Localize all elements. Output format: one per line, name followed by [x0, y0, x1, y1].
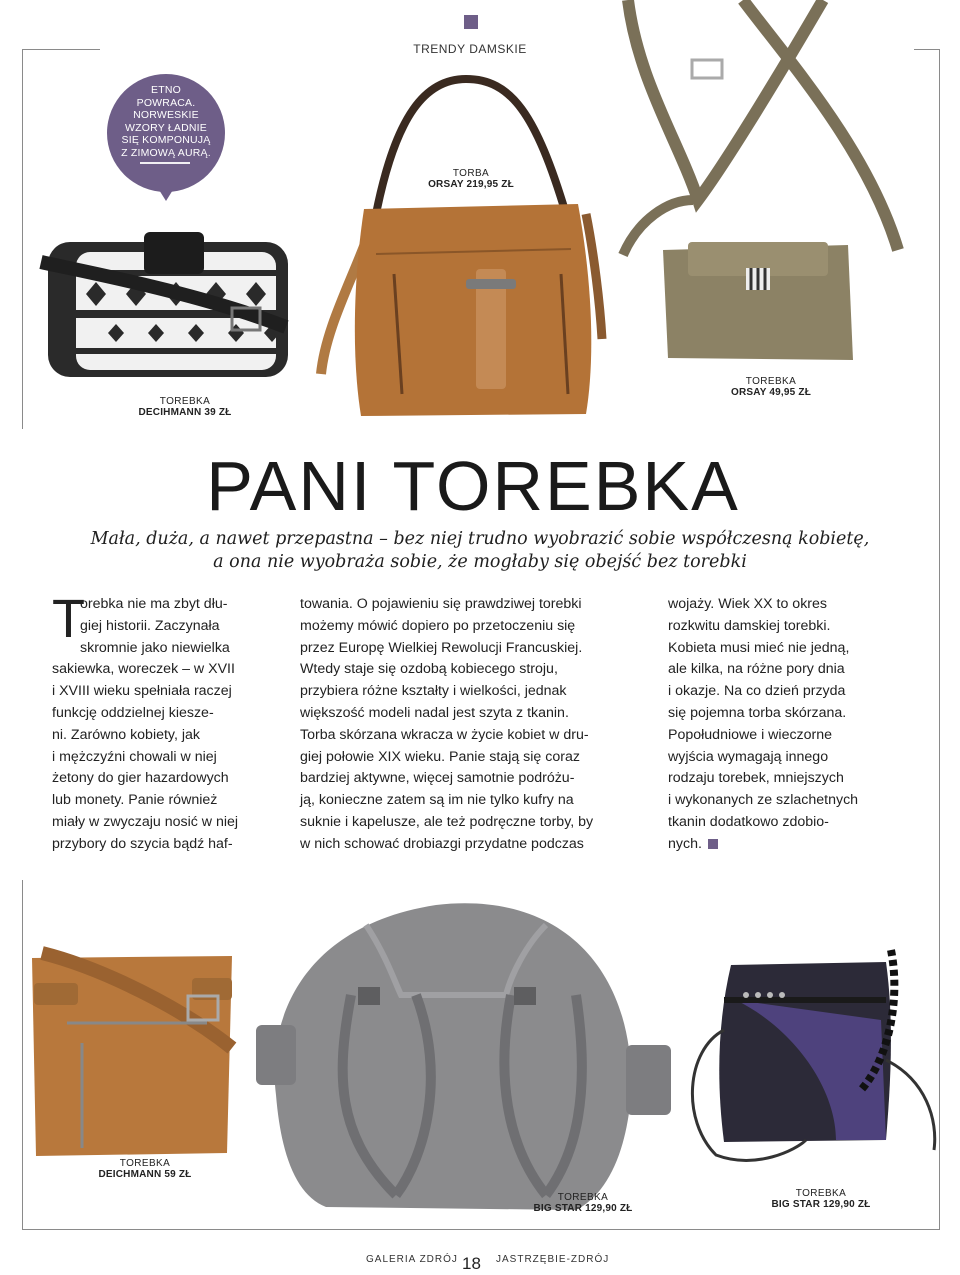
body-line: żetony do gier hazardowych [52, 770, 229, 787]
body-column-3 [668, 594, 908, 856]
frame-line-top [22, 49, 100, 50]
body-line-text: nych. [668, 835, 702, 852]
callout-line: WZORY ŁADNIE [125, 121, 207, 134]
product-caption [416, 168, 526, 190]
body-line: sakiewka, woreczek – w XVII [52, 661, 235, 678]
body-line: i XVIII wieku spełniała raczej [52, 683, 232, 700]
section-label: TRENDY DAMSKIE [413, 42, 527, 56]
product-caption [528, 1192, 638, 1214]
section-marker-square [464, 15, 478, 29]
body-line: rodzaju torebek, mniejszych [668, 770, 844, 787]
article-lead [40, 528, 920, 574]
callout-line: SIĘ KOMPONUJĄ [121, 134, 211, 146]
body-line: i mężczyźni chowali w niej [52, 748, 217, 765]
body-line: ni. Zarówno kobiety, jak [52, 726, 200, 743]
callout-line: ETNO [151, 84, 181, 96]
callout-underline [140, 162, 190, 164]
body-line: ją, konieczne zatem są im nie tylko kufry na [300, 792, 574, 809]
body-line: lub monety. Panie również [52, 792, 218, 809]
footer-location: JASTRZĘBIE-ZDRÓJ [496, 1254, 610, 1265]
product-type: TOREBKA [159, 396, 211, 407]
product-caption [766, 1188, 876, 1210]
body-line: giej historii. Zaczynała [80, 617, 220, 634]
body-line: funkcję oddzielnej kiesze- [52, 704, 214, 721]
body-line: ale kilka, na różne pory dnia [668, 661, 845, 678]
body-line: i wykonanych ze szlachetnych [668, 792, 859, 809]
frame-line-left [22, 49, 23, 429]
callout-text [110, 84, 222, 159]
end-mark-square [708, 839, 718, 849]
body-line: wojaży. Wiek XX to okres [668, 596, 827, 612]
product-image-leather-hobo [316, 74, 616, 420]
body-line: większość modeli nadal jest szyta z tkanin. [300, 704, 569, 721]
body-line [668, 834, 908, 856]
frame-line-bottom [22, 1229, 940, 1230]
product-image-suede-bag [246, 895, 676, 1215]
body-line: skromnie jako niewielka [80, 639, 230, 656]
product-type: TOREBKA [795, 1188, 847, 1199]
footer-publication: GALERIA ZDRÓJ [366, 1254, 458, 1265]
body-line: bardziej aktywne, więcej samotnie podróżu- [300, 770, 575, 787]
body-line: rozkwitu damskiej torebki. [668, 617, 831, 634]
product-caption [80, 1158, 210, 1180]
body-line: Kobieta musi mieć nie jedną, [668, 639, 850, 656]
product-price: ORSAY 49,95 ZŁ [730, 387, 812, 398]
callout-line: POWRACA. [136, 96, 196, 109]
product-caption [716, 376, 826, 398]
body-line: przybiera różne kształty i wielkości, jednak [300, 683, 567, 700]
article-lead-line: Mała, duża, a nawet przepastna – bez niej trudno wyobrazić sobie współczesną kobietę, [90, 529, 870, 549]
body-line: w nich schować drobiazgi przydatne podczas [300, 835, 584, 852]
body-column-1 [52, 589, 282, 856]
body-line: możemy mówić dopiero po przetoczeniu się [300, 617, 576, 634]
page-number: 18 [462, 1254, 481, 1273]
body-line: wyjścia wymagają innego [668, 748, 829, 765]
body-line: Torba skórzana wkracza w życie kobiet w dru- [300, 726, 589, 743]
body-line: orebka nie ma zbyt dłu- [80, 596, 228, 612]
callout-line: Z ZIMOWĄ AURĄ. [121, 146, 211, 159]
body-line: przybory do szycia bądź haf- [52, 835, 233, 852]
body-line: i okazje. Na co dzień przyda [668, 683, 846, 700]
product-price: DECIHMANN 39 ZŁ [138, 407, 232, 418]
product-type: TORBA [452, 168, 490, 179]
product-price: DEICHMANN 59 ZŁ [98, 1169, 192, 1180]
body-line: miały w zwyczaju nosić w niej [52, 813, 239, 830]
product-price: BIG STAR 129,90 ZŁ [533, 1203, 633, 1214]
product-image-messenger [22, 938, 242, 1158]
callout-bubble-tail [156, 185, 176, 201]
product-image-nordic-bag [36, 222, 298, 384]
product-type: TOREBKA [119, 1158, 171, 1169]
article-lead-line: a ona nie wyobraża sobie, że mogłaby się obejść bez torebki [213, 552, 747, 572]
callout-line: NORWESKIE [133, 109, 199, 121]
product-price: ORSAY 219,95 ZŁ [428, 179, 514, 190]
body-column-2 [300, 594, 650, 856]
product-type: TOREBKA [557, 1192, 609, 1203]
product-caption [120, 396, 250, 418]
product-price: BIG STAR 129,90 ZŁ [771, 1199, 871, 1210]
body-line: przez Europę Wielkiej Rewolucji Francuskiej. [300, 639, 583, 656]
article-title: PANI TOREBKA [206, 447, 740, 525]
body-line: się pojemna torba skórzana. [668, 704, 847, 721]
body-line: Popołudniowe i wieczorne [668, 726, 833, 743]
body-line: suknie i kapelusze, ale też podręczne torby, by [300, 813, 594, 830]
product-image-chain-bag [676, 940, 946, 1170]
product-type: TOREBKA [745, 376, 797, 387]
product-image-crossbody [618, 0, 918, 365]
body-line: Wtedy staje się ozdobą kobiecego stroju, [300, 661, 558, 678]
body-line: towania. O pojawieniu się prawdziwej torebki [300, 596, 582, 612]
body-line: tkanin dodatkowo zdobio- [668, 813, 829, 830]
drop-cap: T [52, 589, 85, 649]
body-line: giej połowie XIX wieku. Panie stają się coraz [300, 748, 580, 765]
